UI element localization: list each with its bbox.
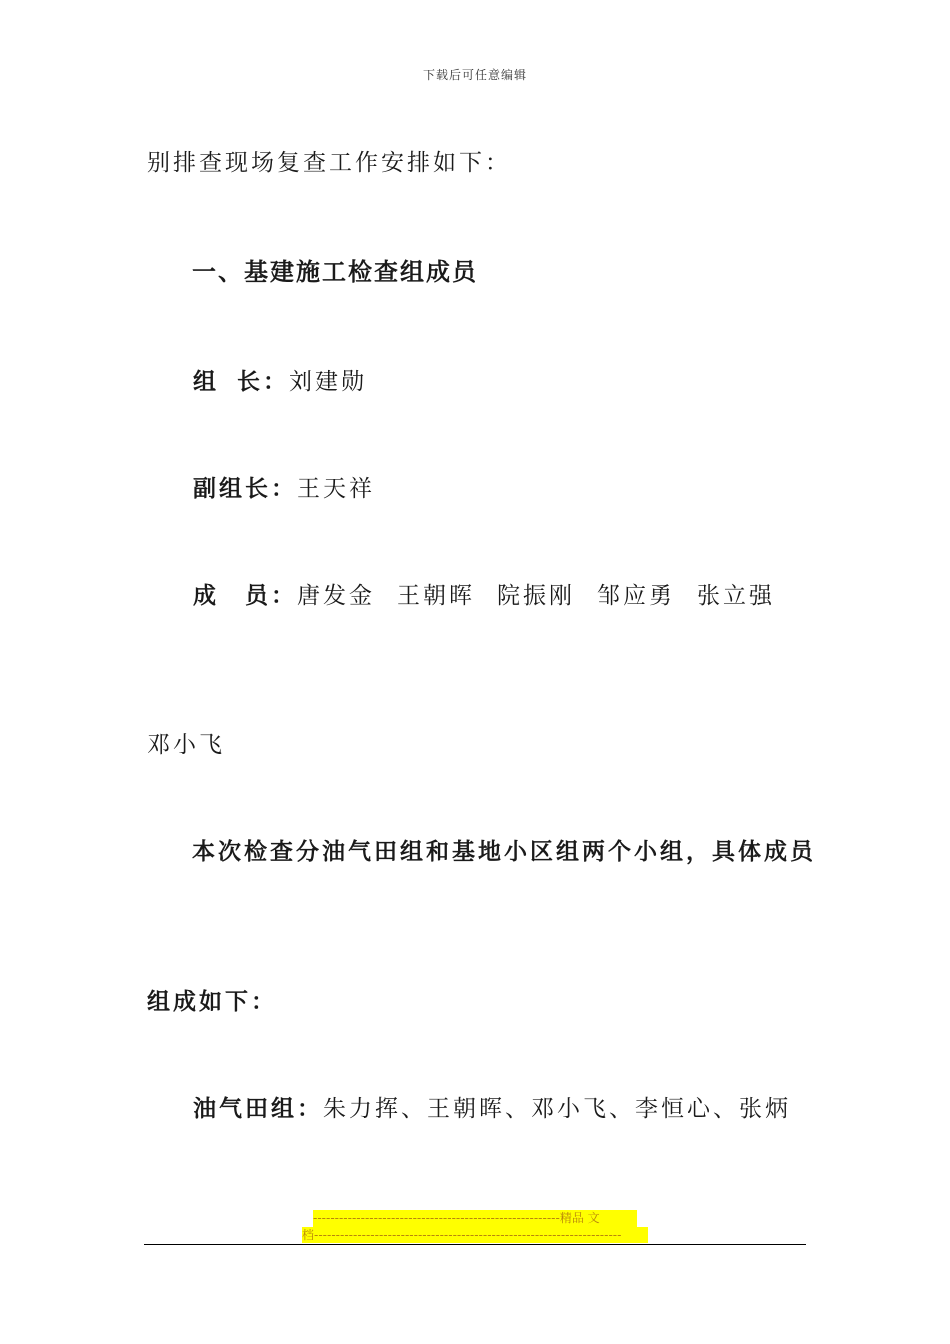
section-heading: 一、基建施工检查组成员 [192, 257, 478, 286]
member-name: 张立强 [697, 583, 775, 609]
footer-dashes: ----------------------------------------------------------------------- [314, 1228, 622, 1242]
deputy-name: 王天祥 [297, 476, 375, 502]
footer-banner-line2 [302, 1227, 648, 1243]
member-overflow-name: 邓小飞 [147, 732, 225, 758]
footer-label: 精品 文 [559, 1211, 600, 1225]
intro-line: 别排查现场复查工作安排如下： [147, 150, 511, 176]
groups-paragraph-line1: 本次检查分油气田组和基地小区组两个小组，具体成员 [192, 838, 816, 865]
footer-banner-line1 [313, 1210, 637, 1227]
leader-row [193, 363, 367, 396]
footer-label: 档 [302, 1228, 315, 1242]
members-row [193, 577, 775, 610]
member-name: 唐发金 [297, 583, 375, 609]
members-label-b: 员： [245, 582, 297, 609]
oilfield-group-label: 油气田组： [193, 1095, 323, 1122]
oilfield-group-row [193, 1090, 791, 1123]
leader-label-b: 长： [237, 368, 289, 395]
member-name: 王朝晖 [397, 583, 475, 609]
deputy-row [193, 470, 375, 503]
footer-divider [144, 1244, 806, 1245]
member-name: 邹应勇 [597, 583, 675, 609]
oilfield-group-names: 朱力挥、王朝晖、邓小飞、李恒心、张炳 [323, 1096, 791, 1122]
page-header-note: 下载后可任意编辑 [422, 68, 527, 82]
members-label-a: 成 [193, 582, 219, 609]
groups-paragraph-line2: 组成如下： [147, 988, 277, 1015]
member-name: 院振刚 [497, 583, 575, 609]
footer-dashes: --------------------------------------------------------- [313, 1211, 560, 1225]
leader-label-a: 组 [193, 368, 219, 395]
leader-name: 刘建勋 [289, 369, 367, 395]
deputy-label: 副组长： [193, 475, 297, 502]
